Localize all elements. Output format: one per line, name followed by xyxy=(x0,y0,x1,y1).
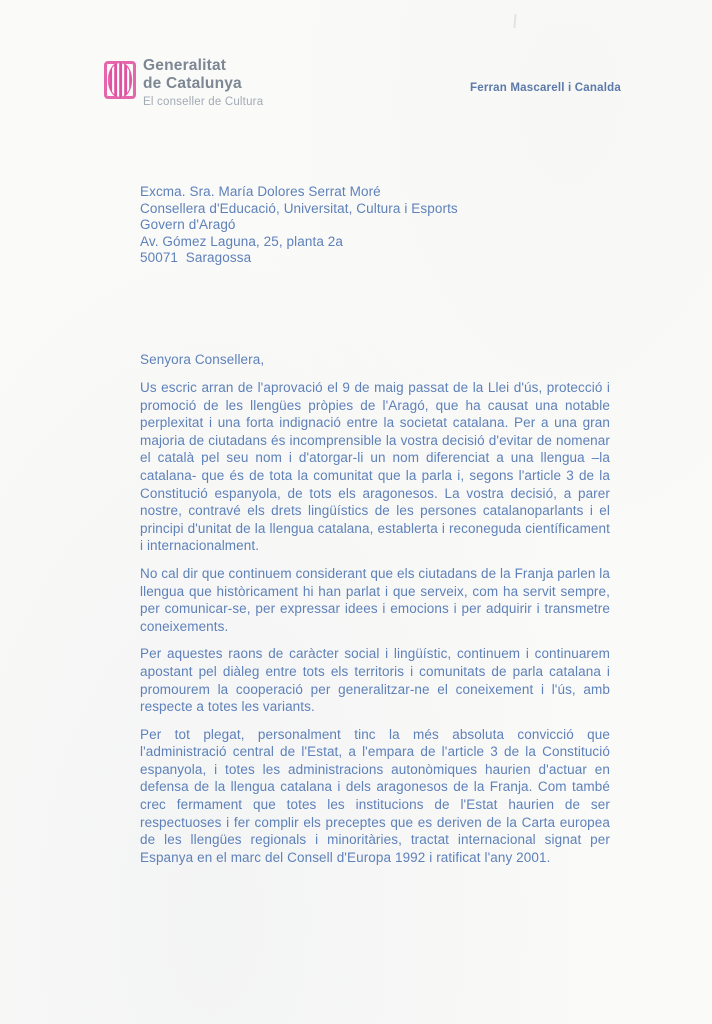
letter-paragraph: Per aquestes raons de caràcter social i lingüístic, continuem i continuarem apostant pel diàleg entre tots els territoris i comunitats de parla catalana i promourem la cooperació per generalitzar-ne el coneixement i l'ús, amb respecte a totes les variants. xyxy=(140,646,610,715)
generalitat-shield-icon xyxy=(104,59,136,101)
org-identity xyxy=(143,57,263,108)
letter-paragraph: Per tot plegat, personalment tinc la més absoluta convicció que l'administració central de l'Estat, a l'empara de l'article 3 de la Constitució espanyola, i totes les administracions autonòmiques haurien d'actuar en defensa de la llengua catalana i dels aragonesos de la Franja. Com també crec fermament que totes les institucions de l'Estat haurien de ser respectuoses i fer complir els preceptes que es deriven de la Carta europea de les llengües regionals i minoritàries, tractat internacional signat per Espanya en el marc del Consell d'Europa 1992 i ratificat l'any 2001. xyxy=(140,726,610,865)
letter-body xyxy=(140,351,610,876)
recipient-line: Av. Gómez Laguna, 25, planta 2a xyxy=(140,233,343,249)
letterhead xyxy=(0,0,712,130)
sender-name: Ferran Mascarell i Canalda xyxy=(470,82,621,94)
recipient-line: Consellera d'Educació, Universitat, Cultura i Esports xyxy=(140,200,458,216)
org-name-line2: de Catalunya xyxy=(143,75,242,92)
recipient-line: Govern d'Aragó xyxy=(140,217,236,233)
scan-artifact xyxy=(514,14,517,28)
recipient-line: 50071 Saragossa xyxy=(140,250,252,266)
org-name-line1: Generalitat xyxy=(143,57,227,74)
salutation: Senyora Consellera, xyxy=(140,352,265,367)
org-role: El conseller de Cultura xyxy=(143,96,264,108)
recipient-line: Excma. Sra. María Dolores Serrat Moré xyxy=(140,184,381,199)
recipient-address xyxy=(140,184,458,267)
letter-paragraph: Us escric arran de l'aprovació el 9 de maig passat de la Llei d'ús, protecció i promoció de les llengües pròpies de l'Aragó, que ha causat una notable perplexitat i una forta indignació entre la societat catalana. Per a una gran majoria de ciutadans és incomprensible la vostra decisió d'evitar de nomenar el català pel seu nom i d'atorgar-li un nom diferenciat a una llengua –la catalana- que és de tota la comunitat que la parla i, segons l'article 3 de la Constitució espanyola, de tots els aragonesos. La vostra decisió, a parer nostre, contravé els drets lingüístics de les persones catalanoparlants i el principi d'unitat de la llengua catalana, establerta i reconeguda científicament i internacionalment. xyxy=(140,380,610,554)
letter-paragraph: No cal dir que continuem considerant que els ciutadans de la Franja parlen la llengua que històricament hi han parlat i que serveix, com ha servit sempre, per comunicar-se, per expressar idees i emocions i per adquirir i transmetre coneixements. xyxy=(140,565,610,634)
org-name xyxy=(143,57,263,93)
